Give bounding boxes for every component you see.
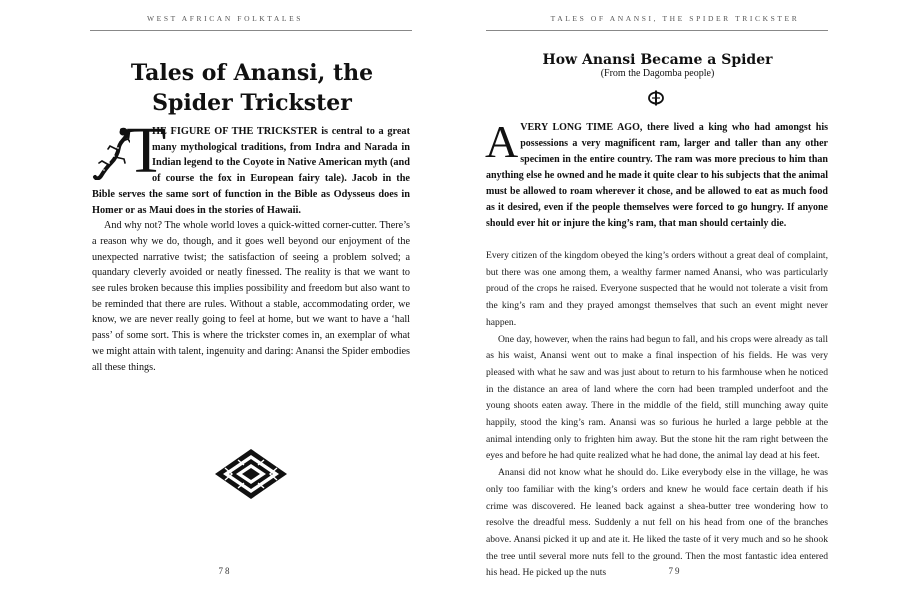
tribal-ornament-icon	[214, 448, 288, 500]
right-page	[450, 0, 900, 600]
chapter-title: How Anansi Became a Spider	[542, 52, 773, 68]
story-paragraph: Anansi did not know what he should do. Like everybody else in the village, he was only too familiar with the king’s orders and knew he would face certain death if his crime was discovered. He leaned back against a shea-butter tree wondering how to resolve the dreadful mess. Suddenly a nut fell on his head from one of the branches above. Anansi picked it up and ate it. He liked the taste of it very much and so he shook the tree until several more nuts fell to the ground. Then the most fantastic idea entered his head. He picked up the nuts	[486, 467, 828, 579]
lead-paragraph: VERY LONG TIME AGO, there lived a king who had amongst his possessions a very magnificent ram, larger and taller than any other specimen in the entire country. The ram was more precious to him than anything else he owned and he made it quite clear to his subjects that the animal must be allowed to roam wherever it chose, and be allowed to eat as much food as it desired, even if the people themselves were forced to go hungry. If anyone should ever hit or injure the king’s ram, that man should certainly die.	[486, 122, 828, 229]
story-body	[486, 248, 828, 582]
lead-paragraph: HE FIGURE OF THE TRICKSTER is central to a great many mythological traditions, from Indra and Narada in Indian legend to the Coyote in Native American myth (and of course the fox in European fairy tale). Jacob in the Bible serves the same sort of function in the Bible as Odysseus does in Homer or as Maui does in the stories of Hawaii.	[92, 126, 410, 216]
left-header-rule	[90, 30, 412, 31]
gecko-icon	[92, 126, 130, 180]
chapter-lead	[485, 116, 828, 232]
right-page-number: 79	[668, 566, 682, 576]
left-page-title: Tales of Anansi, the Spider Trickster	[130, 60, 374, 116]
drop-cap-block	[92, 114, 167, 187]
drop-cap-letter: A	[485, 116, 519, 167]
drop-cap-letter: T	[126, 114, 167, 187]
left-page-number: 78	[218, 566, 232, 576]
adinkra-symbol-icon	[647, 90, 665, 106]
left-running-head: WEST AFRICAN FOLKTALES	[146, 14, 304, 23]
body-paragraph: And why not? The whole world loves a quick-witted corner-cutter. There’s a reason why we do, though, and it goes well beyond our enjoyment of the unexpected narrative twist; the satisfaction of seeing a problem solved; a quandary cleverly avoided or neatly finessed. The reality is that we want to see rules broken because this implies possibility and freedom but also want to be reminded that there are rules. Without a stable, accommodating order, we know, we are never really going to feel at home, but we want to have a ‘hall pass’ of some sort. This is where the trickster comes in, an exemplar of what we might attain with talent, ingenuity and daring: Anansi the Spider embodies all these things.	[92, 220, 411, 373]
story-paragraph: Every citizen of the kingdom obeyed the king’s orders without a great deal of complaint, but there was one among them, a wealthy farmer named Anansi, who was particularly proud of the crops he raised. Everyone suspected that he would not tolerate a visit from the king’s ram and they prayed amongst themselves that such an event might never happen.	[486, 250, 828, 328]
chapter-subtitle: (From the Dagomba people)	[600, 68, 715, 79]
left-body-text	[92, 114, 411, 375]
right-running-head: TALES OF ANANSI, THE SPIDER TRICKSTER	[550, 14, 800, 23]
story-paragraph: One day, however, when the rains had begun to fall, and his crops were already as tall as his waist, Anansi went out to make a final inspection of his fields. He was very pleased with what he saw and was just about to return to his farmhouse when he noticed in the distance an area of land where the corn had been trampled underfoot and the young shoots eaten away. There in the middle of the field, still munching away quite happily, stood the king’s ram. Anansi was so furious he hurled a large pebble at the animal intending only to frighten him away. But the stone hit the ram right between the eyes and before he had quite realized what he had done, the animal lay dead at his feet.	[486, 333, 828, 462]
right-header-rule	[486, 30, 828, 31]
